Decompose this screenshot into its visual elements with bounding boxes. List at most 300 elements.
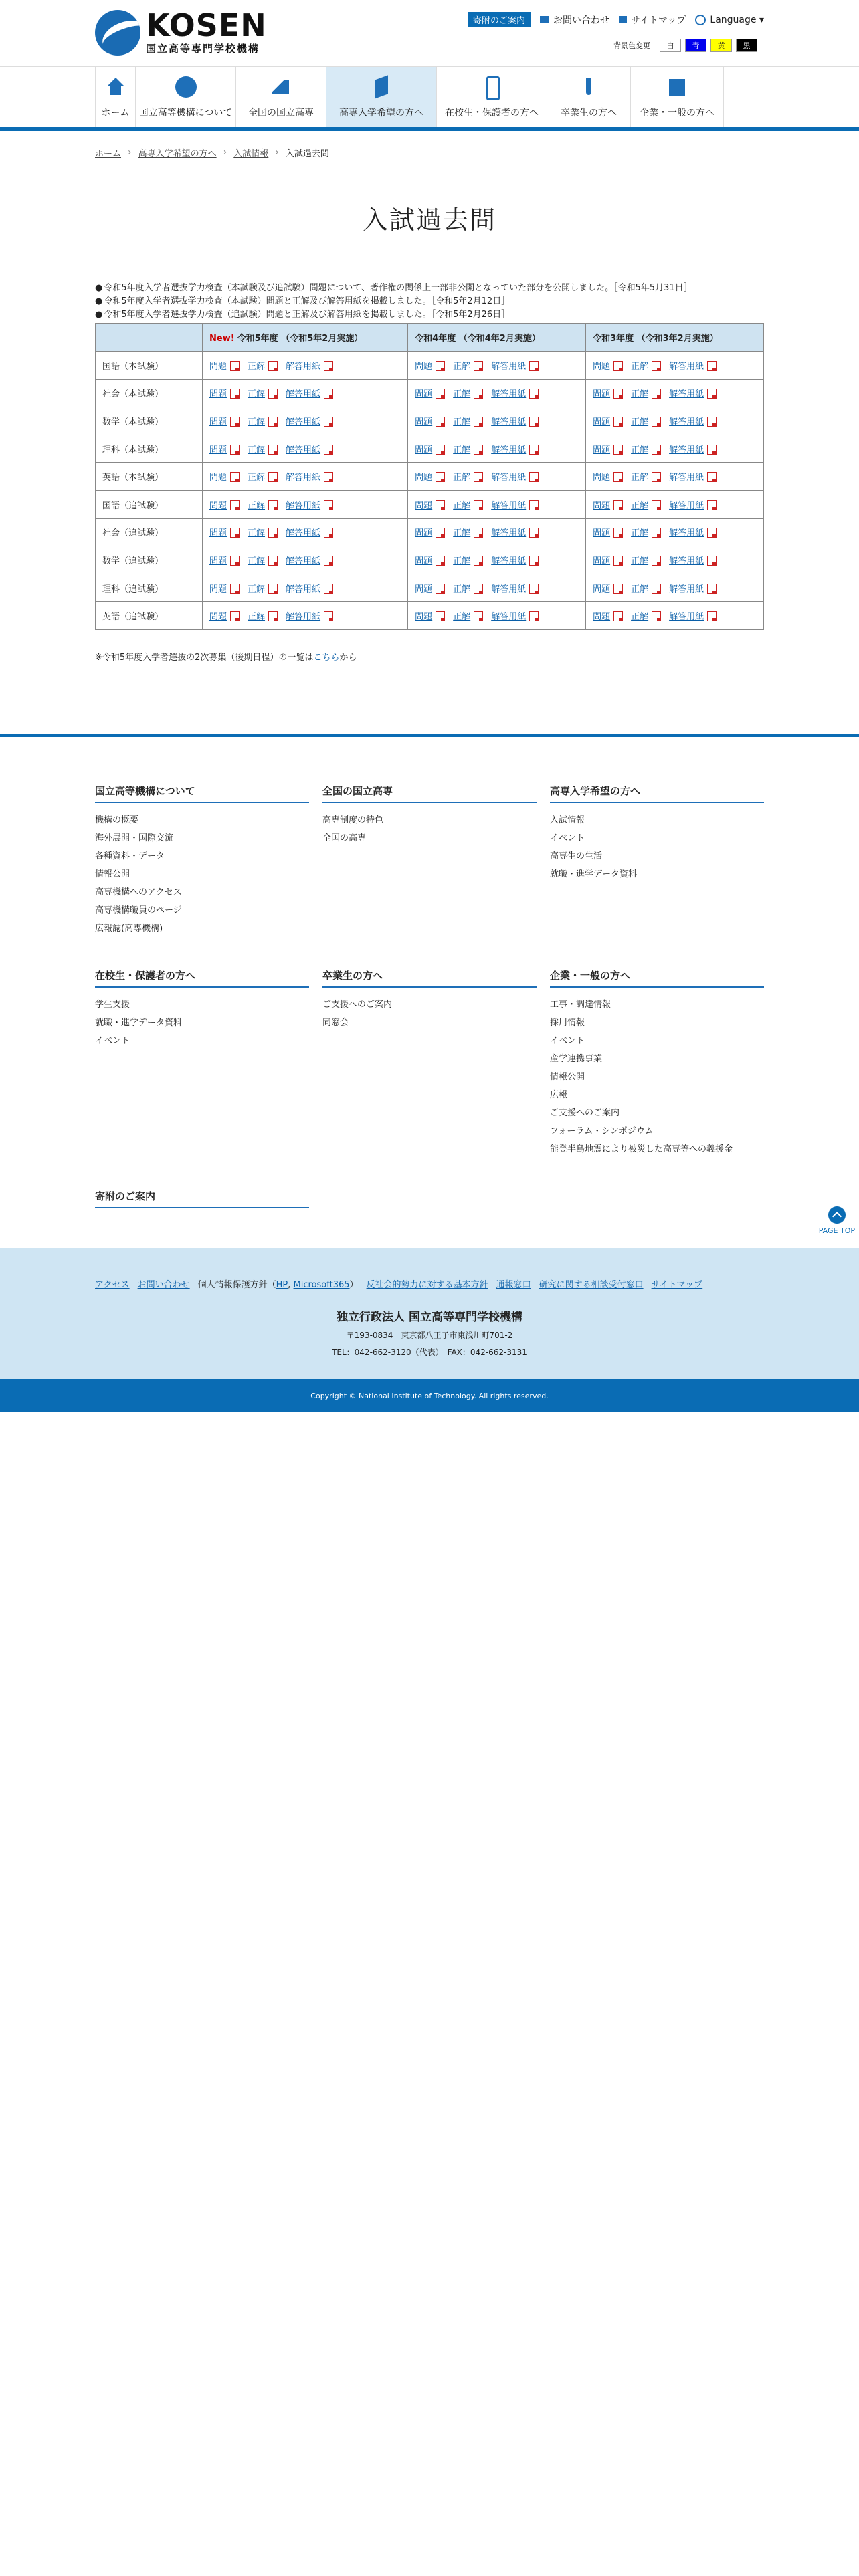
answer-link[interactable]: 正解	[248, 612, 266, 623]
answer-link[interactable]: 正解	[453, 500, 471, 511]
tie-icon	[578, 76, 599, 98]
answer-sheet-link[interactable]: 解答用紙	[491, 361, 527, 372]
footer-nav-heading[interactable]: 高専入学希望の方へ	[550, 784, 764, 803]
pdf-icon	[652, 445, 661, 455]
answer-sheet-link[interactable]: 解答用紙	[491, 556, 527, 566]
problem-link[interactable]: 問題	[209, 361, 227, 372]
footer-nav-link[interactable]: イベント	[550, 1035, 585, 1046]
exam-table	[95, 323, 764, 630]
pdf-icon	[436, 389, 445, 399]
answer-sheet-link[interactable]: 解答用紙	[491, 500, 527, 511]
nav-home[interactable]	[95, 67, 135, 127]
contact-link[interactable]	[540, 13, 609, 27]
pdf-icon	[474, 556, 483, 566]
answer-link[interactable]: 正解	[631, 500, 649, 511]
nav-colleges[interactable]	[235, 67, 326, 127]
contact-label: お問い合わせ	[553, 15, 609, 26]
subject-cell: 数学（追試験）	[96, 546, 203, 574]
answer-sheet-link[interactable]: 解答用紙	[669, 361, 704, 372]
answer-link[interactable]: 正解	[248, 584, 266, 595]
problem-link[interactable]: 問題	[209, 445, 227, 455]
footer-nav-heading[interactable]: 全国の国立高専	[322, 784, 537, 803]
footer-nav-link[interactable]: 同窓会	[322, 1017, 349, 1028]
answer-sheet-link[interactable]: 解答用紙	[286, 584, 321, 595]
answer-sheet-link[interactable]: 解答用紙	[286, 528, 321, 539]
links-cell	[586, 407, 764, 435]
pdf-icon	[230, 389, 240, 399]
footer-nav-link[interactable]: 就職・進学データ資料	[550, 869, 638, 879]
pdf-icon	[707, 389, 717, 399]
problem-link[interactable]: 問題	[415, 473, 433, 484]
pdf-icon	[324, 528, 333, 538]
pdf-icon	[652, 611, 661, 621]
footer-link-contact[interactable]: お問い合わせ	[137, 1280, 190, 1290]
answer-link[interactable]: 正解	[248, 528, 266, 539]
pdf-icon	[268, 584, 278, 594]
answer-link[interactable]: 正解	[631, 473, 649, 484]
answer-link[interactable]: 正解	[453, 445, 471, 455]
problem-link[interactable]: 問題	[209, 584, 227, 595]
answer-sheet-link[interactable]: 解答用紙	[286, 473, 321, 484]
footer-nav-link[interactable]: 機構の概要	[95, 815, 139, 825]
notice-list	[95, 282, 764, 322]
footer-nav-column	[322, 784, 537, 938]
phone-icon	[481, 76, 502, 98]
answer-sheet-link[interactable]: 解答用紙	[286, 556, 321, 566]
problem-link[interactable]: 問題	[415, 417, 433, 427]
problem-link[interactable]: 問題	[415, 361, 433, 372]
site-footer	[0, 1248, 859, 1379]
pdf-icon	[230, 472, 240, 482]
answer-link[interactable]: 正解	[631, 361, 649, 372]
new-badge: New!	[209, 334, 235, 344]
footer-nav-link[interactable]: 海外展開・国際交流	[95, 833, 174, 843]
pdf-icon	[324, 361, 333, 371]
table-row	[96, 574, 764, 602]
pdf-icon	[230, 528, 240, 538]
links-cell	[586, 546, 764, 574]
pdf-icon	[529, 417, 539, 427]
pdf-icon	[707, 500, 717, 510]
answer-sheet-link[interactable]: 解答用紙	[669, 528, 704, 539]
logo-jp: 国立高等専門学校機構	[146, 42, 260, 55]
footer-nav-column	[95, 784, 309, 938]
footer-nav-link[interactable]: 広報誌(高専機構)	[95, 923, 163, 934]
links-cell	[586, 518, 764, 546]
subject-cell: 英語（追試験）	[96, 602, 203, 630]
nav-companies[interactable]	[630, 67, 724, 127]
subject-cell: 理科（本試験）	[96, 435, 203, 463]
problem-link[interactable]: 問題	[415, 389, 433, 400]
bg-white-button[interactable]: 白	[660, 39, 681, 52]
pdf-icon	[268, 389, 278, 399]
problem-link[interactable]: 問題	[415, 612, 433, 623]
answer-link[interactable]: 正解	[453, 612, 471, 623]
subject-cell: 英語（本試験）	[96, 463, 203, 491]
footer-nav-link[interactable]: 情報公開	[550, 1071, 585, 1082]
links-cell	[586, 490, 764, 518]
circle-icon	[175, 76, 197, 98]
house-icon	[105, 76, 126, 98]
pdf-icon	[613, 472, 623, 482]
pdf-icon	[324, 472, 333, 482]
problem-link[interactable]: 問題	[209, 612, 227, 623]
answer-sheet-link[interactable]: 解答用紙	[669, 473, 704, 484]
org-info	[95, 1307, 764, 1358]
links-cell	[203, 602, 408, 630]
pdf-icon	[230, 556, 240, 566]
pdf-icon	[529, 472, 539, 482]
answer-sheet-link[interactable]: 解答用紙	[286, 417, 321, 427]
problem-link[interactable]: 問題	[593, 584, 611, 595]
chevron-right-icon: ›	[128, 147, 132, 158]
answer-sheet-link[interactable]: 解答用紙	[491, 528, 527, 539]
answer-sheet-link[interactable]: 解答用紙	[669, 500, 704, 511]
nav-about[interactable]	[135, 67, 235, 127]
pdf-icon	[474, 500, 483, 510]
bg-yellow-button[interactable]: 黄	[710, 39, 732, 52]
pdf-icon	[652, 500, 661, 510]
pdf-icon	[652, 361, 661, 371]
pdf-icon	[529, 611, 539, 621]
footer-nav-link[interactable]: 就職・進学データ資料	[95, 1017, 183, 1028]
answer-link[interactable]: 正解	[631, 445, 649, 455]
problem-link[interactable]: 問題	[593, 556, 611, 566]
answer-sheet-link[interactable]: 解答用紙	[286, 389, 321, 400]
bg-label: 背景色変更	[613, 41, 650, 50]
kifu-button[interactable]: 寄附のご案内	[468, 12, 531, 27]
table-row	[96, 490, 764, 518]
links-cell	[586, 463, 764, 491]
answer-sheet-link[interactable]: 解答用紙	[491, 417, 527, 427]
pdf-icon	[268, 472, 278, 482]
links-cell	[203, 407, 408, 435]
pdf-icon	[529, 389, 539, 399]
pdf-icon	[436, 528, 445, 538]
pdf-icon	[613, 556, 623, 566]
table-header-r5	[203, 324, 408, 352]
problem-link[interactable]: 問題	[209, 556, 227, 566]
pdf-icon	[529, 528, 539, 538]
page-title: 入試過去問	[362, 205, 496, 235]
answer-link[interactable]: 正解	[631, 584, 649, 595]
footer-nav-link[interactable]: 産学連携事業	[550, 1053, 603, 1064]
pdf-icon	[324, 556, 333, 566]
bars-icon	[270, 76, 292, 98]
building-icon	[666, 76, 688, 98]
privacy-m365-link[interactable]: Microsoft365	[293, 1280, 350, 1290]
nav-label: 全国の国立高専	[248, 108, 314, 118]
pdf-icon	[268, 445, 278, 455]
pdf-icon	[324, 500, 333, 510]
privacy-policy: 個人情報保護方針（HP, Microsoft365）	[197, 1280, 359, 1290]
footer-nav-link[interactable]: 工事・調達情報	[550, 999, 611, 1010]
answer-link[interactable]: 正解	[248, 445, 266, 455]
pdf-icon	[436, 361, 445, 371]
pdf-icon	[652, 417, 661, 427]
problem-link[interactable]: 問題	[415, 528, 433, 539]
answer-link[interactable]: 正解	[248, 361, 266, 372]
table-header-r3: 令和3年度 （令和3年2月実施）	[586, 324, 764, 352]
answer-link[interactable]: 正解	[453, 417, 471, 427]
chevron-right-icon: ›	[223, 147, 227, 158]
answer-sheet-link[interactable]: 解答用紙	[286, 612, 321, 623]
bg-blue-button[interactable]: 青	[685, 39, 706, 52]
pdf-icon	[436, 472, 445, 482]
answer-link[interactable]: 正解	[453, 584, 471, 595]
answer-link[interactable]: 正解	[631, 612, 649, 623]
pdf-icon	[707, 472, 717, 482]
page-top-button[interactable]	[819, 1206, 855, 1235]
problem-link[interactable]: 問題	[593, 612, 611, 623]
answer-sheet-link[interactable]: 解答用紙	[491, 389, 527, 400]
footer-nav-link[interactable]: 情報公開	[95, 869, 130, 879]
answer-link[interactable]: 正解	[248, 473, 266, 484]
answer-link[interactable]: 正解	[631, 556, 649, 566]
problem-link[interactable]: 問題	[209, 528, 227, 539]
second-round-link[interactable]: こちら	[313, 652, 340, 663]
answer-link[interactable]: 正解	[631, 417, 649, 427]
note-suffix: から	[339, 652, 357, 663]
pdf-icon	[652, 389, 661, 399]
sitemap-label: サイトマップ	[630, 15, 686, 26]
answer-link[interactable]: 正解	[248, 417, 266, 427]
answer-sheet-link[interactable]: 解答用紙	[286, 361, 321, 372]
problem-link[interactable]: 問題	[209, 389, 227, 400]
pdf-icon	[613, 361, 623, 371]
breadcrumb-exam-info[interactable]: 入試情報	[233, 148, 269, 159]
answer-link[interactable]: 正解	[248, 389, 266, 400]
breadcrumb-applicants[interactable]: 高専入学希望の方へ	[138, 148, 217, 159]
footer-link-sitemap[interactable]: サイトマップ	[651, 1280, 703, 1290]
pdf-icon	[652, 472, 661, 482]
answer-link[interactable]: 正解	[248, 500, 266, 511]
pdf-icon	[230, 417, 240, 427]
answer-link[interactable]: 正解	[453, 389, 471, 400]
nav-students[interactable]	[436, 67, 547, 127]
pdf-icon	[707, 417, 717, 427]
pdf-icon	[613, 584, 623, 594]
pdf-icon	[707, 584, 717, 594]
problem-link[interactable]: 問題	[593, 528, 611, 539]
footer-nav-link[interactable]: フォーラム・シンポジウム	[550, 1125, 654, 1136]
language-select[interactable]	[695, 15, 764, 25]
table-row	[96, 379, 764, 407]
page-top-label: PAGE TOP	[818, 1226, 855, 1235]
links-cell	[586, 574, 764, 602]
footer-nav-column	[322, 968, 537, 1158]
pdf-icon	[707, 445, 717, 455]
problem-link[interactable]: 問題	[593, 445, 611, 455]
footer-nav-link[interactable]: 高専機構へのアクセス	[95, 887, 182, 897]
footer-nav-link[interactable]: 入試情報	[550, 815, 585, 825]
answer-sheet-link[interactable]: 解答用紙	[669, 612, 704, 623]
answer-sheet-link[interactable]: 解答用紙	[669, 389, 704, 400]
answer-link[interactable]: 正解	[453, 473, 471, 484]
links-cell	[203, 435, 408, 463]
links-cell	[586, 352, 764, 380]
pdf-icon	[268, 361, 278, 371]
table-row	[96, 352, 764, 380]
answer-sheet-link[interactable]: 解答用紙	[669, 417, 704, 427]
problem-link[interactable]: 問題	[593, 361, 611, 372]
privacy-suffix: ）	[349, 1280, 359, 1290]
footer-nav-link[interactable]: 各種資料・データ	[95, 851, 165, 861]
answer-link[interactable]: 正解	[453, 361, 471, 372]
pdf-icon	[707, 556, 717, 566]
notice-item: ● 令和5年度入学者選抜学力検査（本試験及び追試験）問題について、著作権の関係上一部非公開となっていた部分を公開しました。［令和5年5月31日］	[95, 282, 764, 295]
subject-cell: 数学（本試験）	[96, 407, 203, 435]
pdf-icon	[230, 500, 240, 510]
site-header	[0, 0, 859, 67]
answer-sheet-link[interactable]: 解答用紙	[491, 473, 527, 484]
pdf-icon	[613, 611, 623, 621]
problem-link[interactable]: 問題	[593, 473, 611, 484]
nav-label: 卒業生の方へ	[561, 108, 617, 118]
pdf-icon	[652, 556, 661, 566]
answer-sheet-link[interactable]: 解答用紙	[491, 584, 527, 595]
pdf-icon	[529, 556, 539, 566]
pdf-icon	[474, 445, 483, 455]
footer-nav-column	[95, 1189, 309, 1216]
answer-sheet-link[interactable]: 解答用紙	[669, 584, 704, 595]
copyright: Copyright © National Institute of Technology. All rights reserved.	[0, 1379, 859, 1412]
links-cell	[408, 379, 586, 407]
footer-nav-column	[550, 968, 764, 1158]
problem-link[interactable]: 問題	[415, 556, 433, 566]
links-cell	[408, 352, 586, 380]
subject-cell: 国語（本試験）	[96, 352, 203, 380]
pdf-icon	[324, 584, 333, 594]
footer-nav-link[interactable]: 高専機構職員のページ	[95, 905, 182, 916]
answer-link[interactable]: 正解	[631, 389, 649, 400]
answer-link[interactable]: 正解	[248, 556, 266, 566]
answer-sheet-link[interactable]: 解答用紙	[286, 445, 321, 455]
problem-link[interactable]: 問題	[593, 417, 611, 427]
footer-link-whistleblow[interactable]: 通報窓口	[496, 1280, 531, 1290]
pdf-icon	[652, 584, 661, 594]
table-row	[96, 602, 764, 630]
pdf-icon	[230, 611, 240, 621]
footer-nav-heading[interactable]: 卒業生の方へ	[322, 968, 537, 988]
subject-cell: 国語（追試験）	[96, 490, 203, 518]
footer-nav-link[interactable]: 広報	[550, 1089, 568, 1100]
kosen-logo[interactable]	[95, 7, 267, 56]
links-cell	[408, 407, 586, 435]
table-row	[96, 463, 764, 491]
header-label: 令和5年度 （令和5年2月実施）	[237, 334, 363, 344]
answer-link[interactable]: 正解	[631, 528, 649, 539]
globe-icon	[695, 15, 706, 25]
footer-link-research[interactable]: 研究に関する相談受付窓口	[539, 1280, 644, 1290]
pdf-icon	[474, 472, 483, 482]
footer-link-access[interactable]: アクセス	[95, 1280, 130, 1290]
footer-nav-link[interactable]: 採用情報	[550, 1017, 585, 1028]
org-tel: TEL：042-662-3120（代表） FAX：042-662-3131	[332, 1348, 527, 1357]
footer-nav-link[interactable]: 学生支援	[95, 999, 130, 1010]
problem-link[interactable]: 問題	[209, 473, 227, 484]
pdf-icon	[474, 417, 483, 427]
note-prefix: ※令和5年度入学者選抜の2次募集（後期日程）の一覧は	[95, 652, 314, 663]
logo-en: KOSEN	[146, 7, 267, 43]
pdf-icon	[474, 528, 483, 538]
pdf-icon	[436, 445, 445, 455]
nav-label: 企業・一般の方へ	[640, 108, 714, 118]
book-icon	[371, 76, 392, 98]
problem-link[interactable]: 問題	[415, 500, 433, 511]
footer-nav-column	[95, 968, 309, 1158]
pdf-icon	[436, 500, 445, 510]
problem-link[interactable]: 問題	[593, 500, 611, 511]
answer-sheet-link[interactable]: 解答用紙	[491, 445, 527, 455]
problem-link[interactable]: 問題	[593, 389, 611, 400]
subject-cell: 理科（追試験）	[96, 574, 203, 602]
answer-sheet-link[interactable]: 解答用紙	[286, 500, 321, 511]
links-cell	[203, 490, 408, 518]
links-cell	[408, 518, 586, 546]
nav-alumni[interactable]	[547, 67, 630, 127]
nav-label: 在校生・保護者の方へ	[445, 108, 539, 118]
pdf-icon	[474, 389, 483, 399]
problem-link[interactable]: 問題	[209, 500, 227, 511]
pdf-icon	[613, 528, 623, 538]
nav-applicants[interactable]	[326, 67, 436, 127]
footer-nav-link[interactable]: ご支援へのご案内	[550, 1107, 620, 1118]
footer-nav-link[interactable]: 高専制度の特色	[322, 815, 384, 825]
footer-links	[95, 1248, 764, 1290]
footer-nav-link[interactable]: ご支援へのご案内	[322, 999, 393, 1010]
problem-link[interactable]: 問題	[415, 445, 433, 455]
table-row	[96, 518, 764, 546]
footer-nav-heading[interactable]: 在校生・保護者の方へ	[95, 968, 309, 988]
sitemap-link[interactable]	[619, 13, 686, 27]
answer-link[interactable]: 正解	[453, 556, 471, 566]
footer-nav-link[interactable]: 能登半島地震により被災した高専等への義援金	[550, 1144, 733, 1154]
table-row	[96, 546, 764, 574]
breadcrumb-home[interactable]: ホーム	[95, 148, 122, 159]
links-cell	[408, 546, 586, 574]
footer-nav-link[interactable]: イベント	[550, 833, 585, 843]
footer-nav-heading[interactable]: 国立高等機構について	[95, 784, 309, 803]
footer-nav-heading[interactable]: 企業・一般の方へ	[550, 968, 764, 988]
answer-sheet-link[interactable]: 解答用紙	[669, 445, 704, 455]
footer-link-antisocial[interactable]: 反社会的勢力に対する基本方針	[366, 1280, 488, 1290]
pdf-icon	[436, 417, 445, 427]
bg-black-button[interactable]: 黒	[736, 39, 757, 52]
footer-nav-link[interactable]: イベント	[95, 1035, 130, 1046]
pdf-icon	[268, 556, 278, 566]
pdf-icon	[474, 584, 483, 594]
pdf-icon	[268, 500, 278, 510]
answer-sheet-link[interactable]: 解答用紙	[669, 556, 704, 566]
answer-link[interactable]: 正解	[453, 528, 471, 539]
footer-nav	[95, 737, 764, 1247]
privacy-hp-link[interactable]: HP	[276, 1280, 288, 1290]
problem-link[interactable]: 問題	[415, 584, 433, 595]
pdf-icon	[613, 417, 623, 427]
footer-nav-link[interactable]: 全国の高専	[322, 833, 367, 843]
pdf-icon	[529, 361, 539, 371]
pdf-icon	[613, 500, 623, 510]
links-cell	[203, 546, 408, 574]
pdf-icon	[324, 417, 333, 427]
footer-nav-heading[interactable]: 寄附のご案内	[95, 1189, 309, 1208]
footer-nav-link[interactable]: 高専生の生活	[550, 851, 603, 861]
pdf-icon	[474, 361, 483, 371]
pdf-icon	[268, 528, 278, 538]
problem-link[interactable]: 問題	[209, 417, 227, 427]
answer-sheet-link[interactable]: 解答用紙	[491, 612, 527, 623]
